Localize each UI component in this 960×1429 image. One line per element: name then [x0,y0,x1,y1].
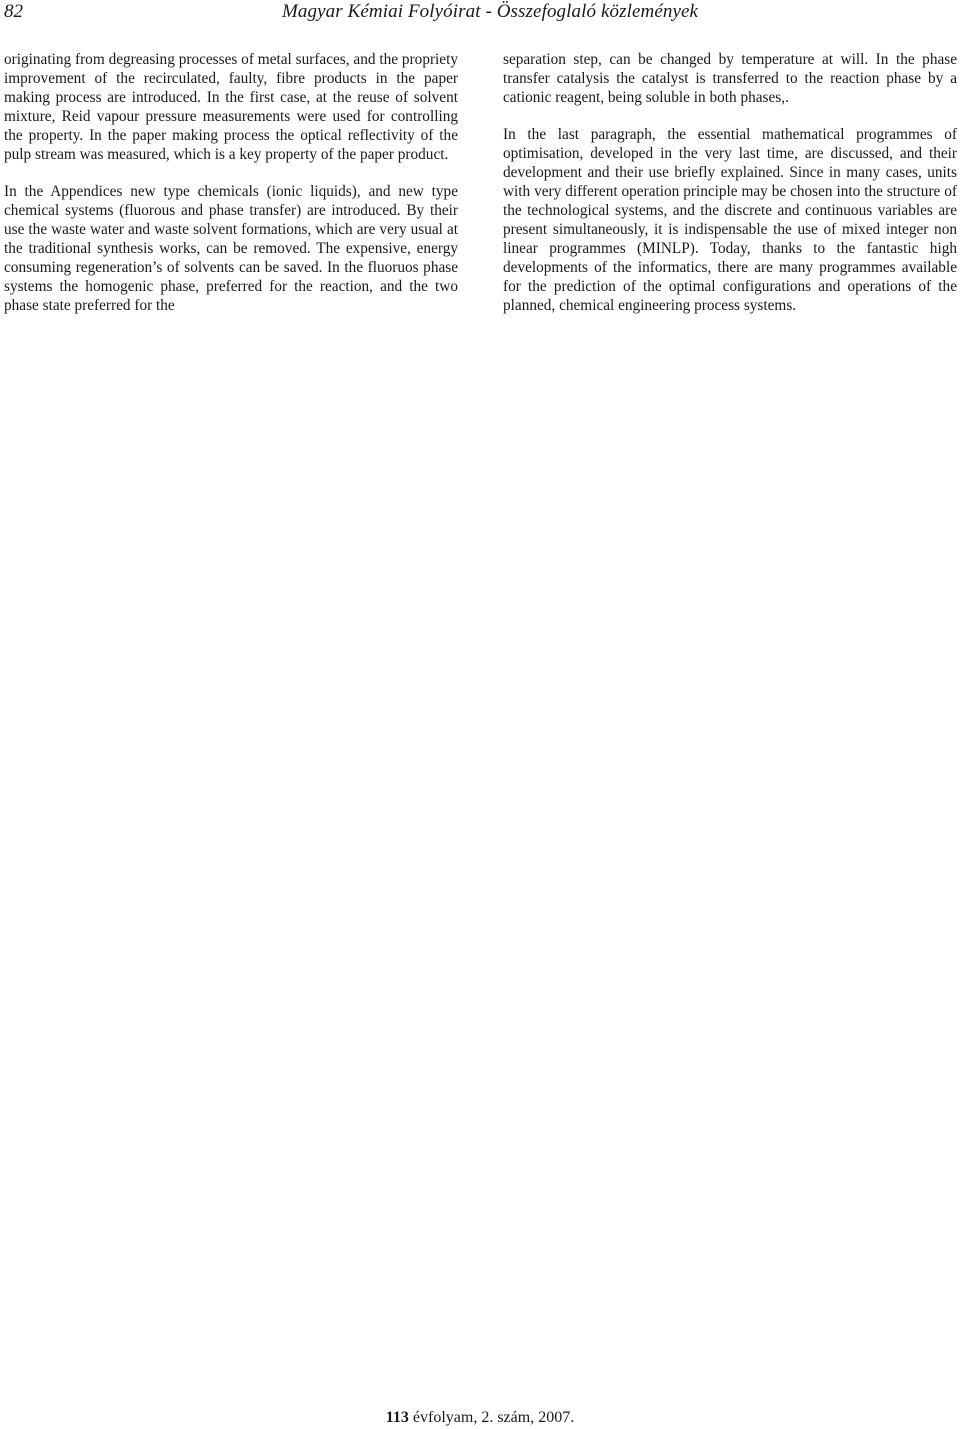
page-number: 82 [4,1,23,22]
paragraph: separation step, can be changed by temperature at will. In the phase transfer catalysis the catalyst is transferred to the reaction phase by a cationic reagent, being soluble in both phases,. [503,51,957,106]
page-footer [0,1408,960,1428]
paragraph: In the last paragraph, the essential mathematical programmes of optimisation, developed in the very last time, are discussed, and their development and their use briefly explained. Since in many cases, units with very different operation principle may be chosen into the structure of the technological systems, and the discrete and continuous variables are present simultaneously, it is indispensable the use of mixed integer non linear programmes (MINLP). Today, thanks to the fantastic high developments of the informatics, there are many programmes available for the prediction of the optimal configurations and operations of the planned, chemical engineering process systems. [503,126,957,314]
paragraph: originating from degreasing processes of metal surfaces, and the propriety improvement of the recirculated, faulty, fibre products in the paper making process are introduced. In the first case, at the reuse of solvent mixture, Reid vapour pressure measurements were used for controlling the property. In the paper making process the optical reflectivity of the pulp stream was measured, which is a key property of the paper product. [4,51,458,163]
volume-text: évfolyam, 2. szám, 2007. [412,1409,575,1426]
page-header [0,0,960,30]
left-column [4,50,458,333]
paragraph: In the Appendices new type chemicals (ionic liquids), and new type chemical systems (fluorous and phase transfer) are introduced. By their use the waste water and waste solvent formations, which are very usual at the traditional synthesis works, can be removed. The expensive, energy consuming regeneration’s of solvents can be saved. In the fluoruos phase systems the homogenic phase, preferred for the reaction, and the two phase state preferred for the [4,183,458,314]
volume-number: 113 [385,1409,409,1426]
journal-title: Magyar Kémiai Folyóirat - Összefoglaló közlemények [282,1,699,22]
right-column [503,50,957,333]
